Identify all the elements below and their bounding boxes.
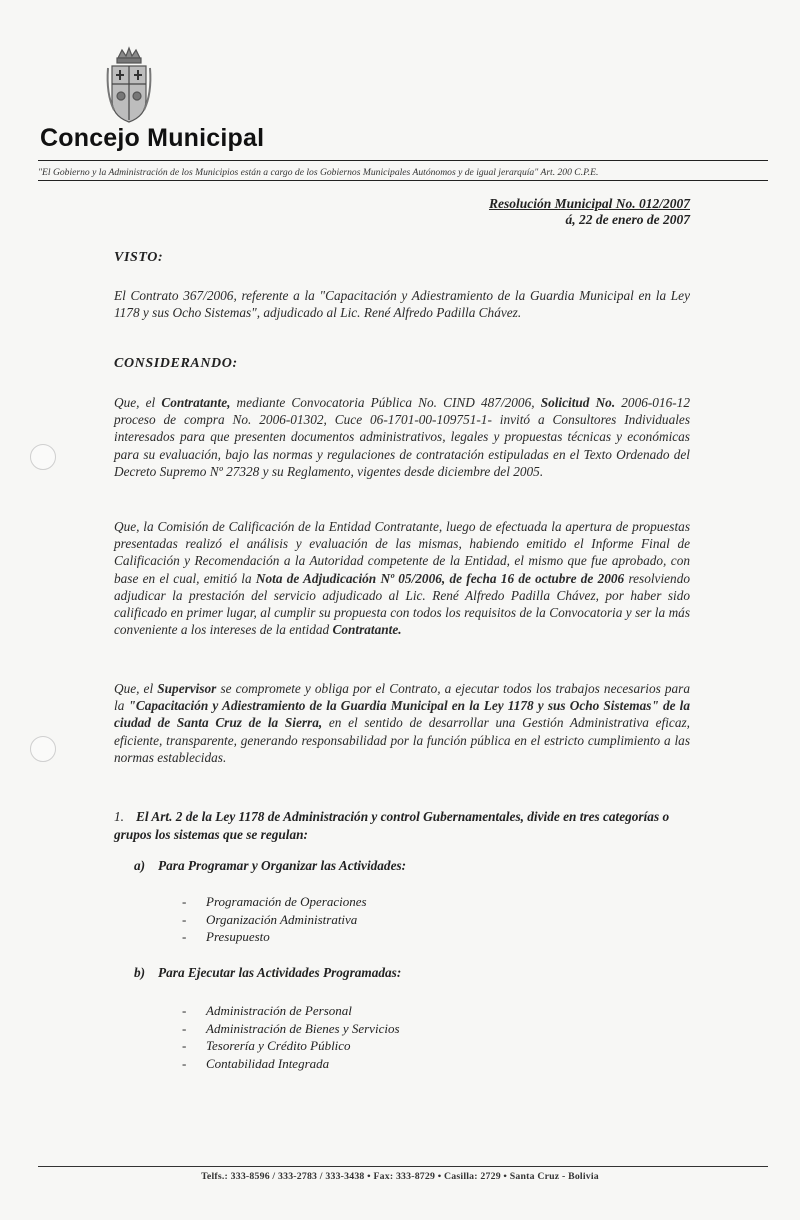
coat-of-arms-icon	[104, 44, 154, 126]
subsection-a-heading	[134, 858, 406, 874]
text-span: en el sentido de desarrollar una Gestión Administrativa eficaz, eficiente, transparente, generando responsabilidad por la función pública en el estricto cumplimiento a las normas establecidas.	[114, 715, 690, 765]
list-item	[182, 1055, 400, 1073]
item-number: 1.	[114, 809, 124, 824]
footer-divider	[38, 1166, 768, 1167]
considerando-paragraph-3	[114, 680, 690, 766]
list-item	[182, 893, 367, 911]
considerando-paragraph-1	[114, 394, 690, 480]
text-span: Que, el	[114, 395, 162, 410]
punch-hole	[30, 736, 56, 762]
visto-heading: VISTO:	[114, 250, 164, 265]
text-span: Que, la Comisión de Calificación de la Entidad Contratante, luego de efectuada la apertura de propuestas presentadas realizó el análisis y evaluación de las mismas, habiendo emitido el Informe Final de Calificación y Recomendación a la Autoridad competente de la Entidad, el mismo que fue aprobado, con base en el cual, emitió la	[114, 519, 690, 586]
list-item	[182, 928, 367, 946]
text-span: resolviendo adjudicar la prestación del servicio adjudicado al Lic. René Alfredo Padilla Chávez, por haber sido calificado en primer lugar, al cumplir su propuesta con todos los requisitos de la Convocatoria y ser la más conveniente a los intereses de la entidad	[114, 570, 690, 638]
subsection-title: Para Programar y Organizar las Actividades:	[158, 858, 407, 873]
subsection-letter: b)	[134, 965, 146, 980]
subsection-b-list	[182, 1002, 400, 1072]
list-item	[182, 911, 367, 929]
dash: -	[182, 1055, 187, 1071]
dash: -	[182, 894, 187, 909]
text-span: se compromete y obliga por el Contrato, a ejecutar todos los trabajos necesarios para la	[114, 681, 690, 714]
list-item-text: Administración de Personal	[206, 1003, 352, 1018]
dash: -	[182, 1038, 187, 1054]
list-item-text: Programación de Operaciones	[206, 894, 367, 909]
resolution-block	[489, 196, 690, 228]
list-item-text: Contabilidad Integrada	[206, 1055, 330, 1071]
item-text: El Art. 2 de la Ley 1178 de Administración y control Gubernamentales, divide en tres categorías o grupos los sistemas que se regulan:	[114, 809, 670, 842]
dash: -	[182, 1020, 187, 1036]
dash: -	[182, 929, 187, 945]
list-item	[182, 1020, 400, 1038]
header-divider-lower	[38, 180, 768, 181]
resolution-number: Resolución Municipal No. 012/2007	[488, 196, 690, 211]
bold-span: Contratante,	[161, 395, 231, 410]
text-span: 2006-016-12 proceso de compra No. 2006-01302, Cuce 06-1701-00-109751-1- invitó a Consultores Individuales interesados para que presenten documentos administrativos, legales y propuestas técnicas y económicas para su evaluación, bajo las normas y regulaciones de contratación estipuladas en el Texto Ordenado del Decreto Supremo Nº 27328 y su Reglamento, vigentes desde diciembre del 2005.	[114, 395, 690, 479]
visto-paragraph: El Contrato 367/2006, referente a la "Capacitación y Adiestramiento de la Guardia Municipal en la Ley 1178 y sus Ocho Sistemas", adjudicado al Lic. René Alfredo Padilla Chávez.	[114, 288, 690, 321]
header-divider	[38, 160, 768, 161]
bold-span: Supervisor	[157, 681, 217, 696]
considerando-paragraph-2	[114, 518, 690, 638]
list-item-text: Organización Administrativa	[206, 911, 358, 927]
dash: -	[182, 1003, 187, 1018]
text-span: Que, el	[114, 681, 158, 696]
subsection-b-heading	[134, 965, 401, 981]
considerando-heading: CONSIDERANDO:	[114, 356, 238, 371]
organization-name: Concejo Municipal	[40, 124, 265, 152]
dash: -	[182, 911, 187, 927]
text-span: mediante Convocatoria Pública No. CIND 487/2006,	[230, 395, 541, 410]
bold-span: Solicitud No.	[540, 395, 616, 410]
subsection-a-list	[182, 893, 367, 946]
punch-hole	[30, 444, 56, 470]
resolution-date: á, 22 de enero de 2007	[565, 212, 690, 227]
list-item-text: Administración de Bienes y Servicios	[206, 1020, 400, 1036]
header-motto: "El Gobierno y la Administración de los Municipios están a cargo de los Gobiernos Municipales Autónomos y de igual jerarquía" Art. 200 C.P.E.	[38, 167, 599, 178]
list-item-text: Presupuesto	[206, 929, 270, 945]
bold-span: Contratante.	[332, 622, 402, 638]
list-item	[182, 1002, 400, 1020]
footer-contact: Telfs.: 333-8596 / 333-2783 / 333-3438 • Fax: 333-8729 • Casilla: 2729 • Santa Cruz - Bolivia	[201, 1171, 599, 1182]
list-item-text: Tesorería y Crédito Público	[206, 1038, 351, 1054]
subsection-letter: a)	[134, 858, 146, 873]
subsection-title: Para Ejecutar las Actividades Programadas:	[158, 965, 402, 980]
bold-span: Nota de Adjudicación Nº 05/2006, de fecha 16 de octubre de 2006	[255, 570, 625, 586]
bold-span: "Capacitación y Adiestramiento de la Guardia Municipal en la Ley 1178 y sus Ocho Sistemas" de la ciudad de Santa Cruz de la Sierra,	[114, 698, 691, 731]
list-item	[182, 1037, 400, 1055]
numbered-item-1	[114, 808, 690, 843]
